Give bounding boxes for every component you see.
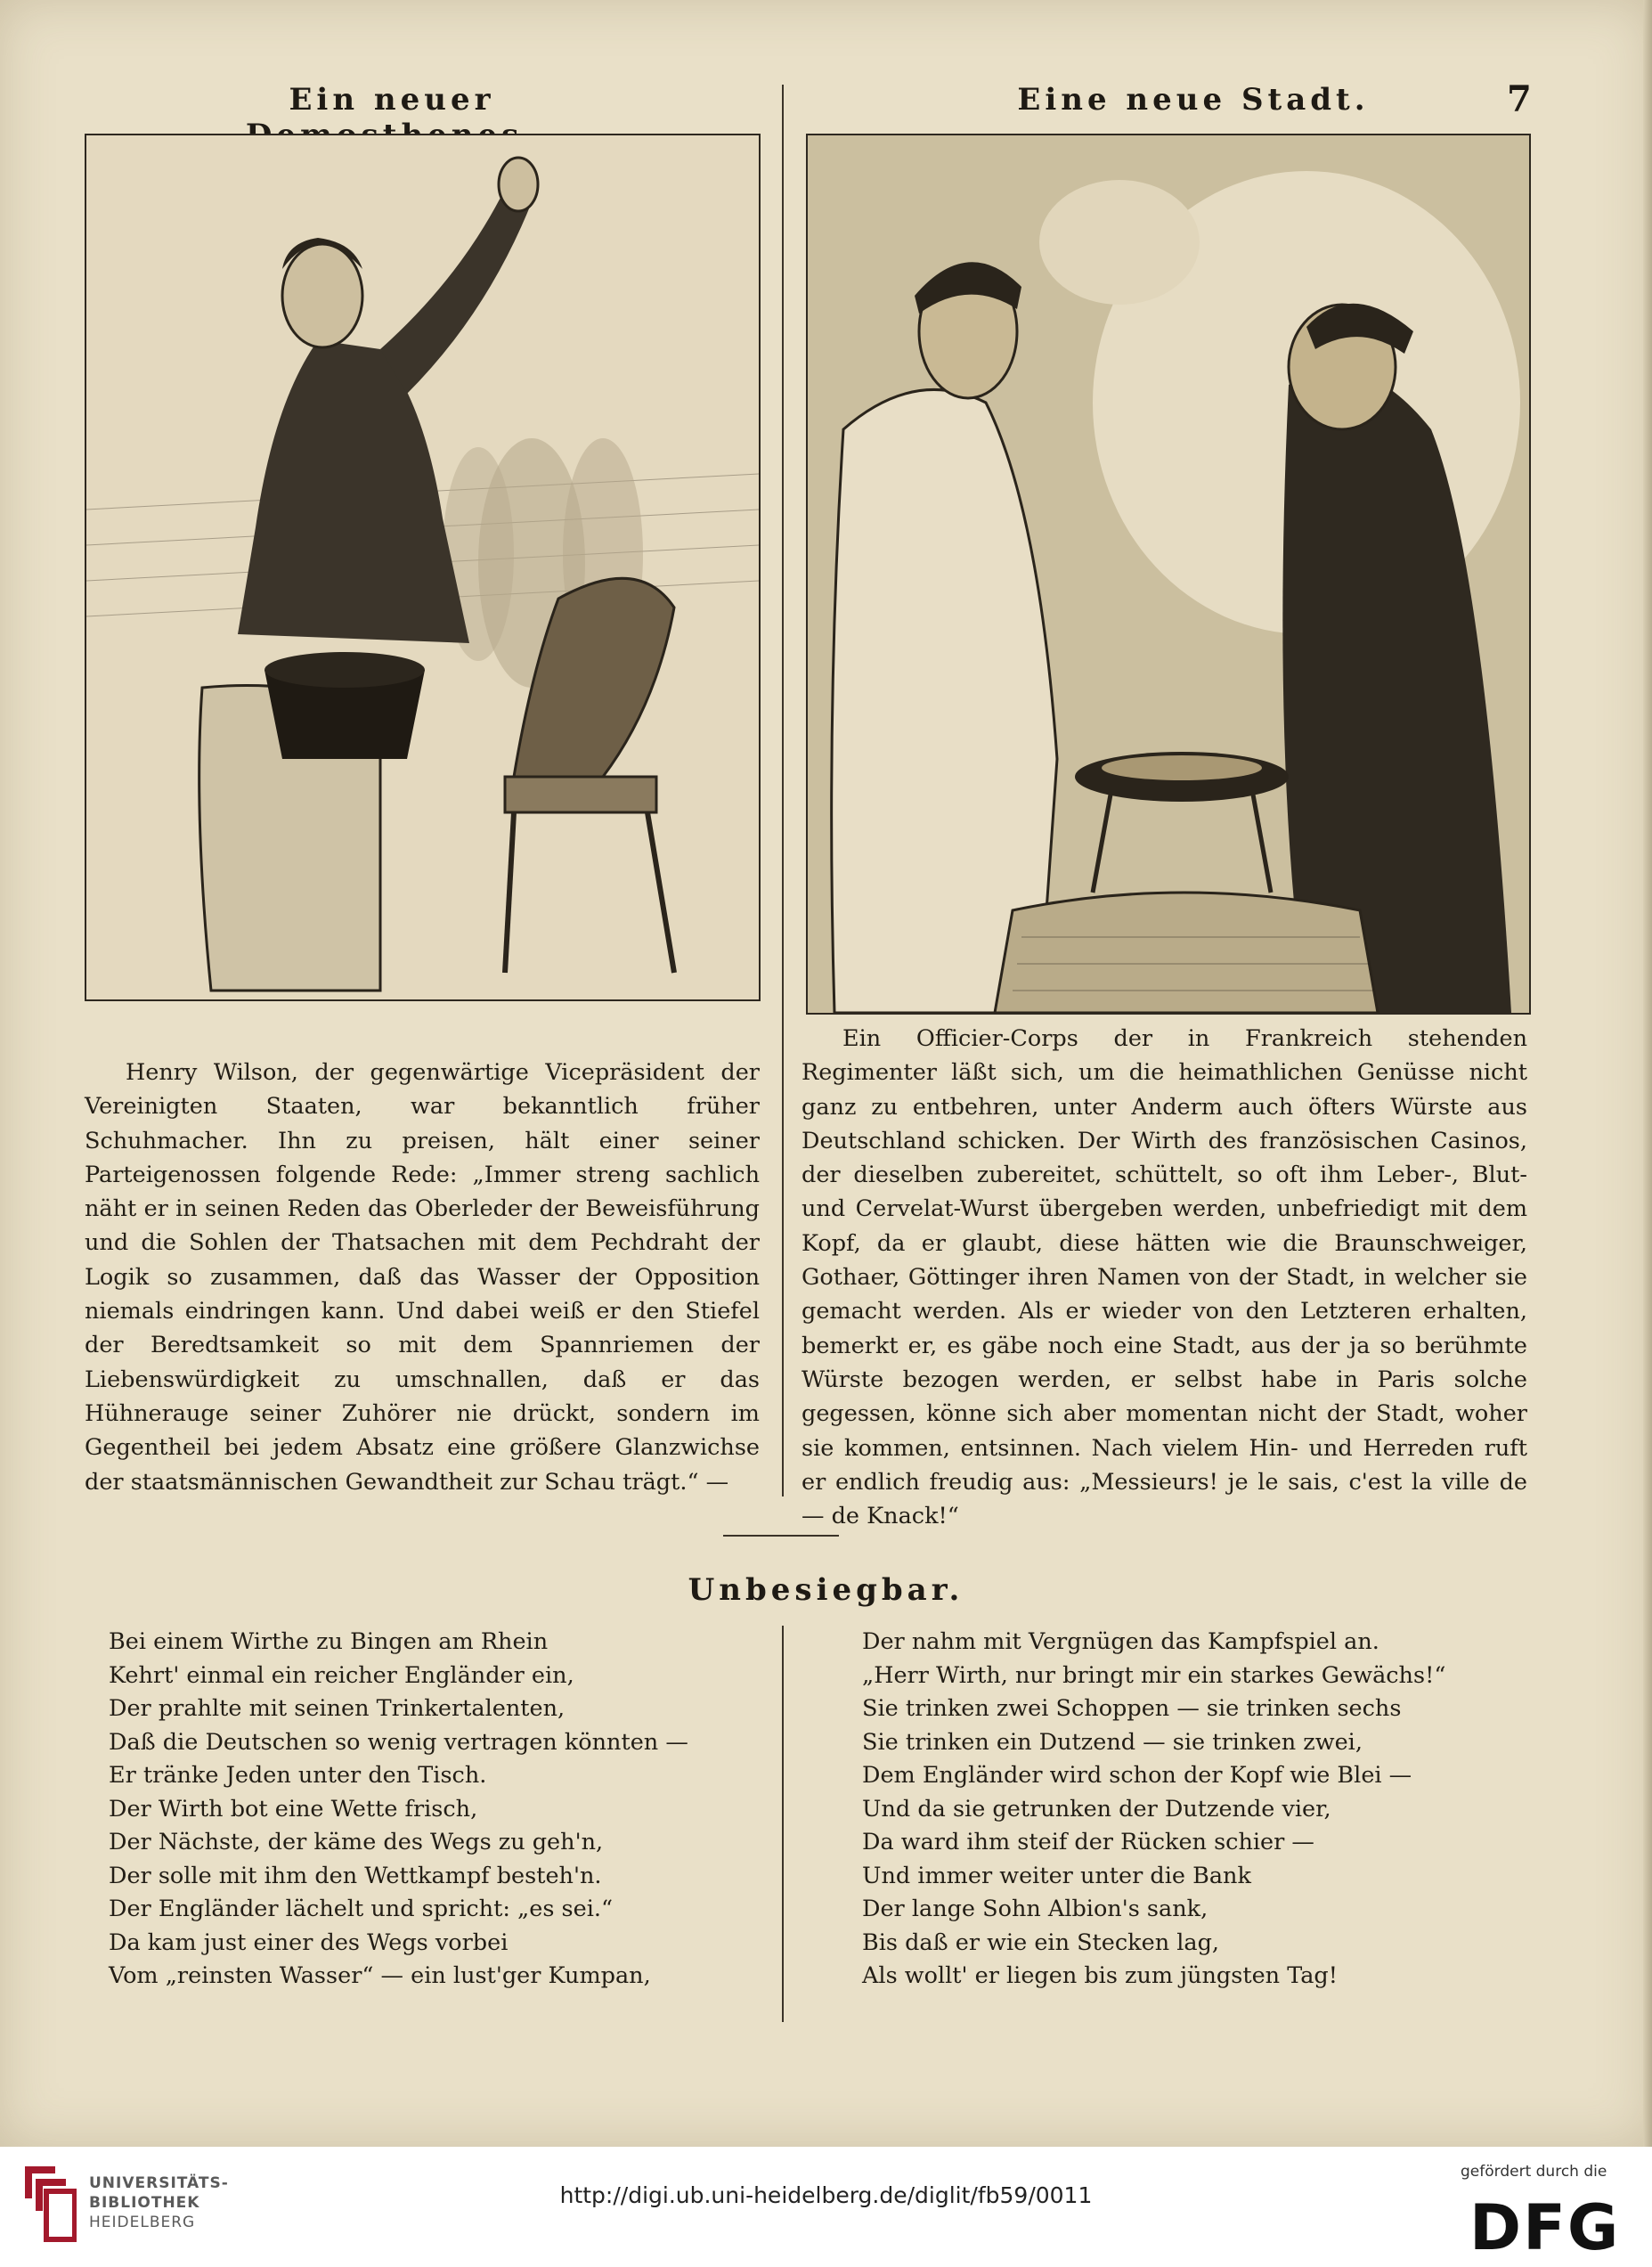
poem-line: Da kam just einer des Wegs vorbei <box>109 1929 509 1956</box>
poem-title: Unbesiegbar. <box>688 1572 964 1608</box>
left-article-title: Ein neuer <box>289 82 495 118</box>
funding-label: gefördert durch die <box>1461 2163 1607 2181</box>
poem-line: Und immer weiter unter die Bank <box>862 1862 1251 1889</box>
poem-line: „Herr Wirth, nur bringt mir ein starkes Gewächs!“ <box>862 1661 1446 1689</box>
poem-line: Der Wirth bot eine Wette frisch, <box>109 1795 478 1823</box>
poem-line: Der solle mit ihm den Wettkampf besteh'n. <box>109 1862 602 1889</box>
institution-line: BIBLIOTHEK <box>89 2194 200 2212</box>
poem-line: Da ward ihm steif der Rücken schier — <box>862 1829 1314 1855</box>
institution-line: UNIVERSITÄTS- <box>89 2174 229 2192</box>
poem-line: Bei einem Wirthe zu Bingen am Rhein <box>109 1628 549 1655</box>
page-number: 7 <box>1507 78 1532 120</box>
poem-line: Sie trinken zwei Schoppen — sie trinken sechs <box>862 1695 1402 1722</box>
orator-illustration <box>85 134 761 1001</box>
section-separator <box>723 1535 839 1537</box>
poem-line: Er tränke Jeden unter den Tisch. <box>109 1762 487 1789</box>
dfg-logo: DFG <box>1469 2191 1621 2264</box>
poem-line: Und da sie getrunken der Dutzende vier, <box>862 1795 1331 1823</box>
document-url-link[interactable]: http://digi.ub.uni-heidelberg.de/diglit/fb59/0011 <box>559 2182 1093 2208</box>
poem-line: Kehrt' einmal ein reicher Engländer ein, <box>109 1661 574 1689</box>
poem-line: Der lange Sohn Albion's sank, <box>862 1896 1208 1922</box>
paper-edge <box>1643 0 1652 2147</box>
poem-column-divider <box>782 1626 784 2022</box>
poem-left-stanza <box>109 1626 688 1994</box>
chef-officer-illustration <box>806 134 1531 1015</box>
poem-line: Der Nächste, der käme des Wegs zu geh'n, <box>109 1829 604 1855</box>
poem-line: Sie trinken ein Dutzend — sie trinken zwei, <box>862 1728 1363 1756</box>
right-article-text <box>802 1022 1527 1533</box>
left-article-text <box>85 1056 760 1499</box>
right-article-title: Eine neue Stadt. <box>1017 82 1370 118</box>
poem-line: Als wollt' er liegen bis zum jüngsten Tag! <box>862 1962 1338 1989</box>
institution-line: HEIDELBERG <box>89 2214 196 2231</box>
poem-line: Vom „reinsten Wasser“ — ein lust'ger Kumpan, <box>109 1962 651 1989</box>
poem-right-stanza <box>862 1626 1445 1994</box>
column-divider <box>782 85 784 1496</box>
poem-line: Der nahm mit Vergnügen das Kampfspiel an. <box>862 1628 1379 1655</box>
left-article-paragraph: Henry Wilson, der gegenwärtige Vicepräsident der Vereinigten Staaten, war bekanntlich früher Schuhmacher. Ihn zu preisen, hält einer seiner Parteigenossen folgende Rede: „Immer streng sachlich näht er in seinen Reden das Oberleder der Beweisführung und die Sohlen der Thatsachen mit dem Pechdraht der Logik so zusammen, daß das Wasser der Opposition niemals eindringen kann. Und dabei weiß er den Stiefel der Beredtsamkeit so mit dem Spannriemen der Liebenswürdigkeit zu umschnallen, daß er das Hühnerauge seiner Zuhörer nie drückt, sondern im Gegentheil bei jedem Absatz eine größere Glanzwichse der staatsmännischen Gewandtheit zur Schau trägt.“ — <box>85 1059 760 1496</box>
poem-line: Daß die Deutschen so wenig vertragen könnten — <box>109 1728 688 1756</box>
poem-line: Dem Engländer wird schon der Kopf wie Blei — <box>862 1762 1412 1789</box>
poem-line: Bis daß er wie ein Stecken lag, <box>862 1929 1220 1956</box>
right-article-paragraph: Ein Officier-Corps der in Frankreich stehenden Regimenter läßt sich, um die heimathlichen Genüsse nicht ganz zu entbehren, unter Anderm auch öfters Würste aus Deutschland schicken. Der Wirth des französischen Casinos, der dieselben zubereitet, schüttelt, so oft ihm Leber-, Blut- und Cervelat-Wurst übergeben werden, unbefriedigt mit dem Kopf, da er glaubt, diese hätten wie die Braunschweiger, Gothaer, Göttinger ihren Namen von der Stadt, in welcher sie gemacht werden. Als er wieder von den Letzteren erhalten, bemerkt er, es gäbe noch eine Stadt, aus der ja so berühmte Würste bezogen werden, er selbst habe in Paris solche gegessen, könne sich aber momentan nicht der Stadt, woher sie kommen, entsinnen. Nach vielem Hin- und Herreden ruft er endlich freudig aus: „Messieurs! je le sais, c'est la ville de — de Knack!“ <box>802 1025 1527 1530</box>
poem-line: Der prahlte mit seinen Trinkertalenten, <box>109 1695 566 1722</box>
poem-line: Der Engländer lächelt und spricht: „es sei.“ <box>109 1896 613 1922</box>
